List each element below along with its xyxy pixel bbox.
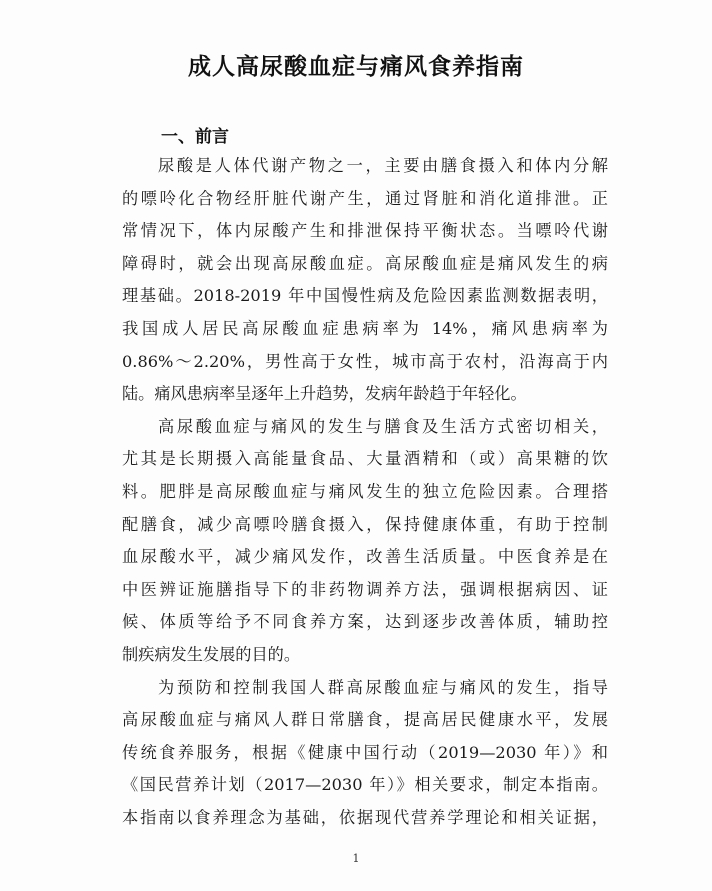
paragraph-3 bbox=[122, 672, 608, 835]
text-line: 候、体质等给予不同食养方案，达到逐步改善体质，辅助控 bbox=[122, 612, 608, 632]
paragraph-2 bbox=[122, 411, 608, 672]
text-line: 尿酸是人体代谢产物之一，主要由膳食摄入和体内分解 bbox=[158, 156, 608, 175]
text-line: 传统食养服务，根据《健康中国行动（2019—2030 年）》和 bbox=[122, 742, 608, 762]
paragraph-1 bbox=[122, 150, 608, 411]
text-line: 理基础。2018-2019 年中国慢性病及危险因素监测数据表明， bbox=[122, 286, 608, 306]
text-line: 《国民营养计划（2017—2030 年）》相关要求，制定本指南。 bbox=[122, 775, 608, 795]
text-line: 高尿酸血症与痛风人群日常膳食，提高居民健康水平，发展 bbox=[122, 710, 608, 730]
text-line: 为预防和控制我国人群高尿酸血症与痛风的发生，指导 bbox=[158, 677, 608, 697]
text-line: 高尿酸血症与痛风的发生与膳食及生活方式密切相关， bbox=[158, 416, 608, 436]
text-line: 本指南以食养理念为基础，依据现代营养学理论和相关证据， bbox=[122, 807, 608, 827]
text-line: 料。肥胖是高尿酸血症与痛风发生的独立危险因素。合理搭 bbox=[122, 481, 608, 501]
text-line: 的嘌呤化合物经肝脏代谢产生，通过肾脏和消化道排泄。正 bbox=[122, 188, 608, 208]
text-line: 陆。痛风患病率呈逐年上升趋势，发病年龄趋于年轻化。 bbox=[122, 384, 527, 404]
text-line: 常情况下，体内尿酸产生和排泄保持平衡状态。当嘌呤代谢 bbox=[122, 221, 608, 241]
text-line: 配膳食，减少高嘌呤膳食摄入，保持健康体重，有助于控制 bbox=[122, 514, 608, 534]
text-line: 我国成人居民高尿酸血症患病率为 14%，痛风患病率为 bbox=[122, 318, 608, 338]
text-line: 血尿酸水平，减少痛风发作，改善生活质量。中医食养是在 bbox=[122, 547, 608, 567]
text-line: 尤其是长期摄入高能量食品、大量酒精和（或）高果糖的饮 bbox=[122, 449, 608, 469]
text-line: 0.86%～2.20%，男性高于女性，城市高于农村，沿海高于内 bbox=[122, 351, 608, 371]
text-line: 障碍时，就会出现高尿酸血症。高尿酸血症是痛风发生的病 bbox=[122, 253, 608, 273]
page-number: 1 bbox=[352, 852, 360, 865]
document-body bbox=[122, 150, 608, 834]
document-title: 成人高尿酸血症与痛风食养指南 bbox=[188, 54, 524, 80]
text-line: 制疾病发生发展的目的。 bbox=[122, 644, 301, 664]
text-line: 中医辨证施膳指导下的非药物调养方法，强调根据病因、证 bbox=[122, 579, 608, 599]
section-heading: 一、前言 bbox=[161, 127, 229, 147]
